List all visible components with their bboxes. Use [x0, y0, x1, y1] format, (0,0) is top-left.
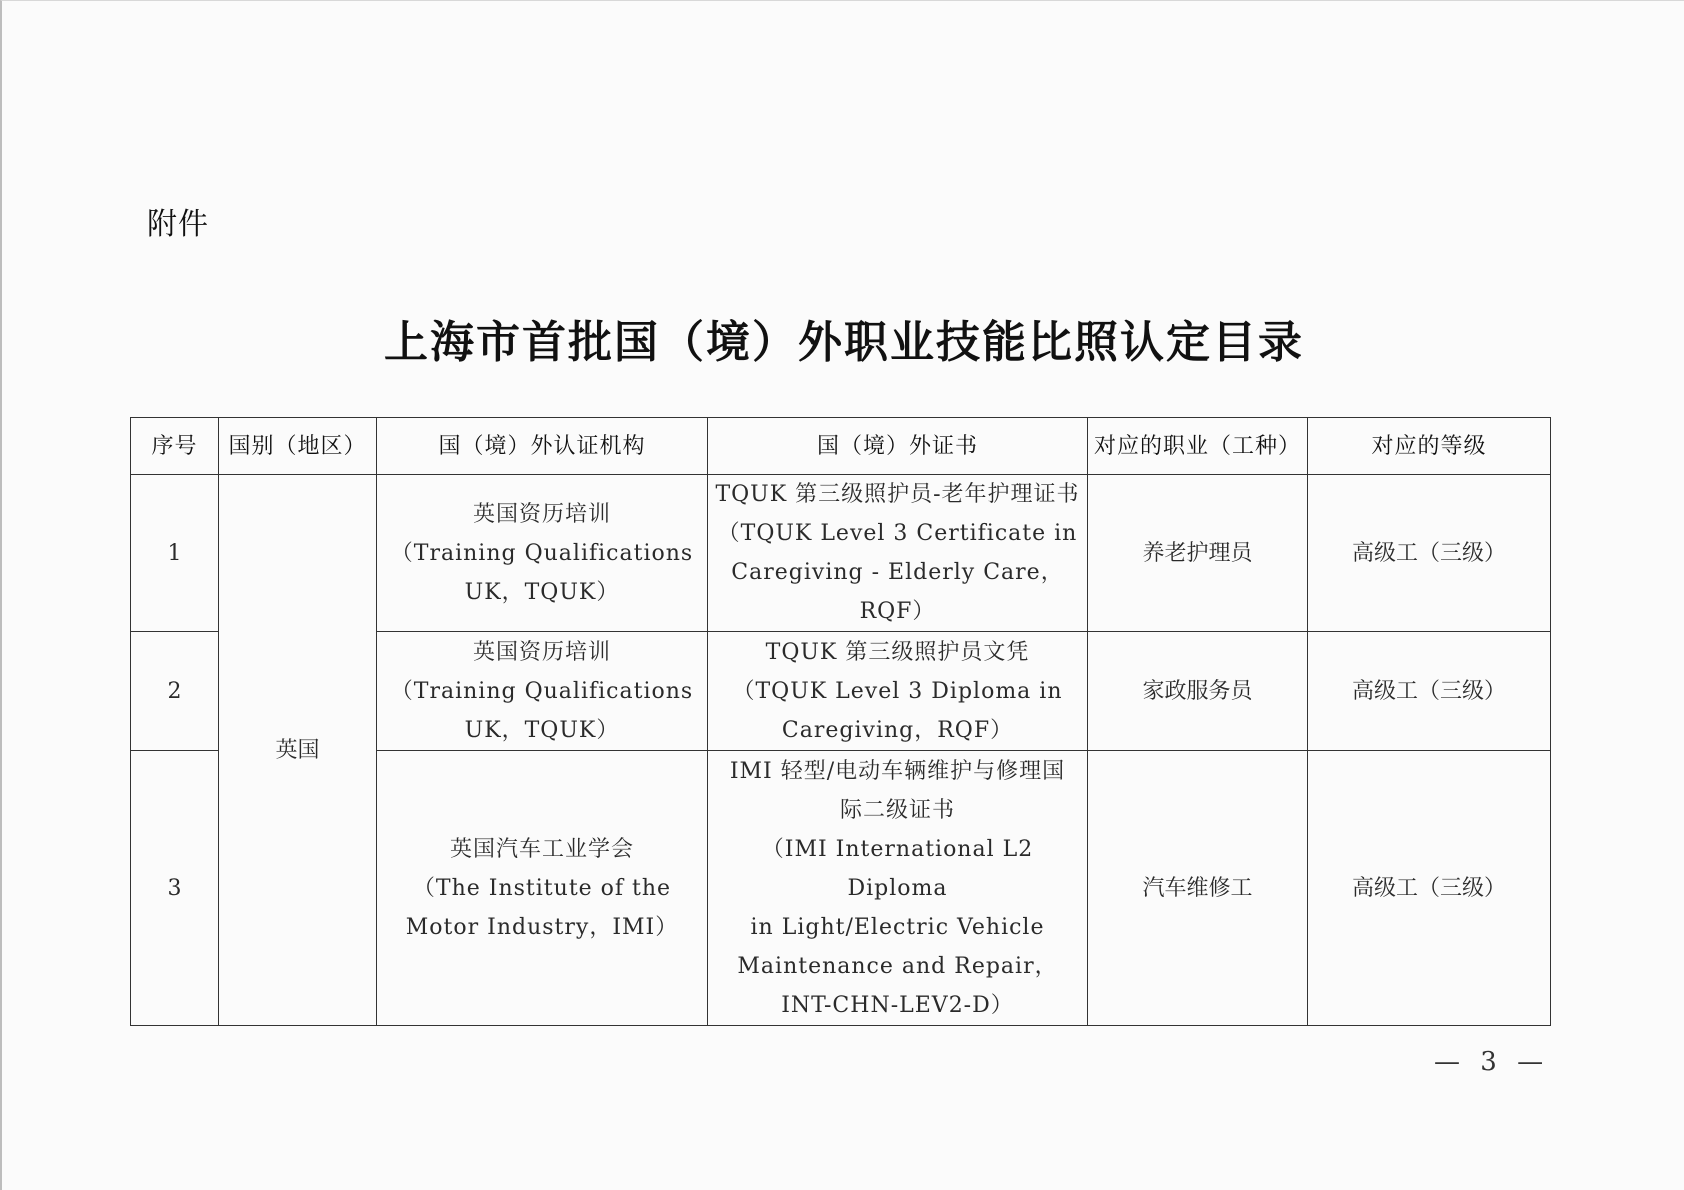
cell-certificate [708, 475, 1088, 632]
institution-line: 英国资历培训 [472, 501, 611, 527]
table-row [131, 475, 1551, 632]
cell-institution [377, 751, 708, 1026]
cell-level: 高级工（三级） [1308, 751, 1551, 1026]
table-header-row [131, 418, 1551, 475]
institution-line: （Training Qualifications [390, 540, 694, 566]
cell-seq: 3 [131, 751, 219, 1026]
certificate-line: （IMI International L2 Diploma [761, 836, 1034, 901]
certificate-line: （TQUK Level 3 Diploma in [732, 678, 1063, 704]
attachment-label: 附件 [147, 207, 209, 242]
institution-line: Motor Industry，IMI） [405, 914, 679, 940]
header-level: 对应的等级 [1308, 418, 1551, 475]
certificate-line: in Light/Electric Vehicle [750, 914, 1045, 940]
header-institution: 国（境）外认证机构 [377, 418, 708, 475]
certificate-line: INT-CHN-LEV2-D） [781, 992, 1014, 1018]
certificate-line: TQUK 第三级照护员文凭 [765, 639, 1030, 665]
certificate-line: IMI 轻型/电动车辆维护与修理国 [729, 758, 1066, 784]
institution-line: 英国资历培训 [472, 639, 611, 665]
cell-occupation: 养老护理员 [1088, 475, 1308, 632]
certificate-line: Maintenance and Repair， [737, 953, 1058, 979]
certificate-line: 际二级证书 [839, 797, 955, 823]
certificate-line: Caregiving，RQF） [781, 717, 1014, 743]
institution-line: UK，TQUK） [464, 717, 620, 743]
header-seq: 序号 [131, 418, 219, 475]
cell-institution [377, 475, 708, 632]
cell-certificate [708, 632, 1088, 751]
header-occupation: 对应的职业（工种） [1088, 418, 1308, 475]
cell-institution [377, 632, 708, 751]
certificate-line: TQUK 第三级照护员-老年护理证书 [715, 482, 1080, 507]
cell-seq: 2 [131, 632, 219, 751]
institution-line: （Training Qualifications [390, 678, 694, 704]
certificate-line: （TQUK Level 3 Certificate in [717, 521, 1078, 546]
cell-occupation: 汽车维修工 [1088, 751, 1308, 1026]
document-title: 上海市首批国（境）外职业技能比照认定目录 [384, 317, 1304, 368]
institution-line: UK，TQUK） [464, 579, 620, 605]
cell-level: 高级工（三级） [1308, 475, 1551, 632]
cell-level: 高级工（三级） [1308, 632, 1551, 751]
certification-catalog-table [130, 417, 1551, 1026]
page-number: — 3 — [1434, 1047, 1550, 1077]
institution-line: （The Institute of the [412, 875, 672, 901]
institution-line: 英国汽车工业学会 [449, 836, 634, 862]
cell-occupation: 家政服务员 [1088, 632, 1308, 751]
cell-country: 英国 [219, 475, 377, 1026]
cell-seq: 1 [131, 475, 219, 632]
header-country: 国别（地区） [219, 418, 377, 475]
header-certificate: 国（境）外证书 [708, 418, 1088, 475]
cell-certificate [708, 751, 1088, 1026]
certificate-line: Caregiving - Elderly Care，RQF） [731, 560, 1064, 624]
